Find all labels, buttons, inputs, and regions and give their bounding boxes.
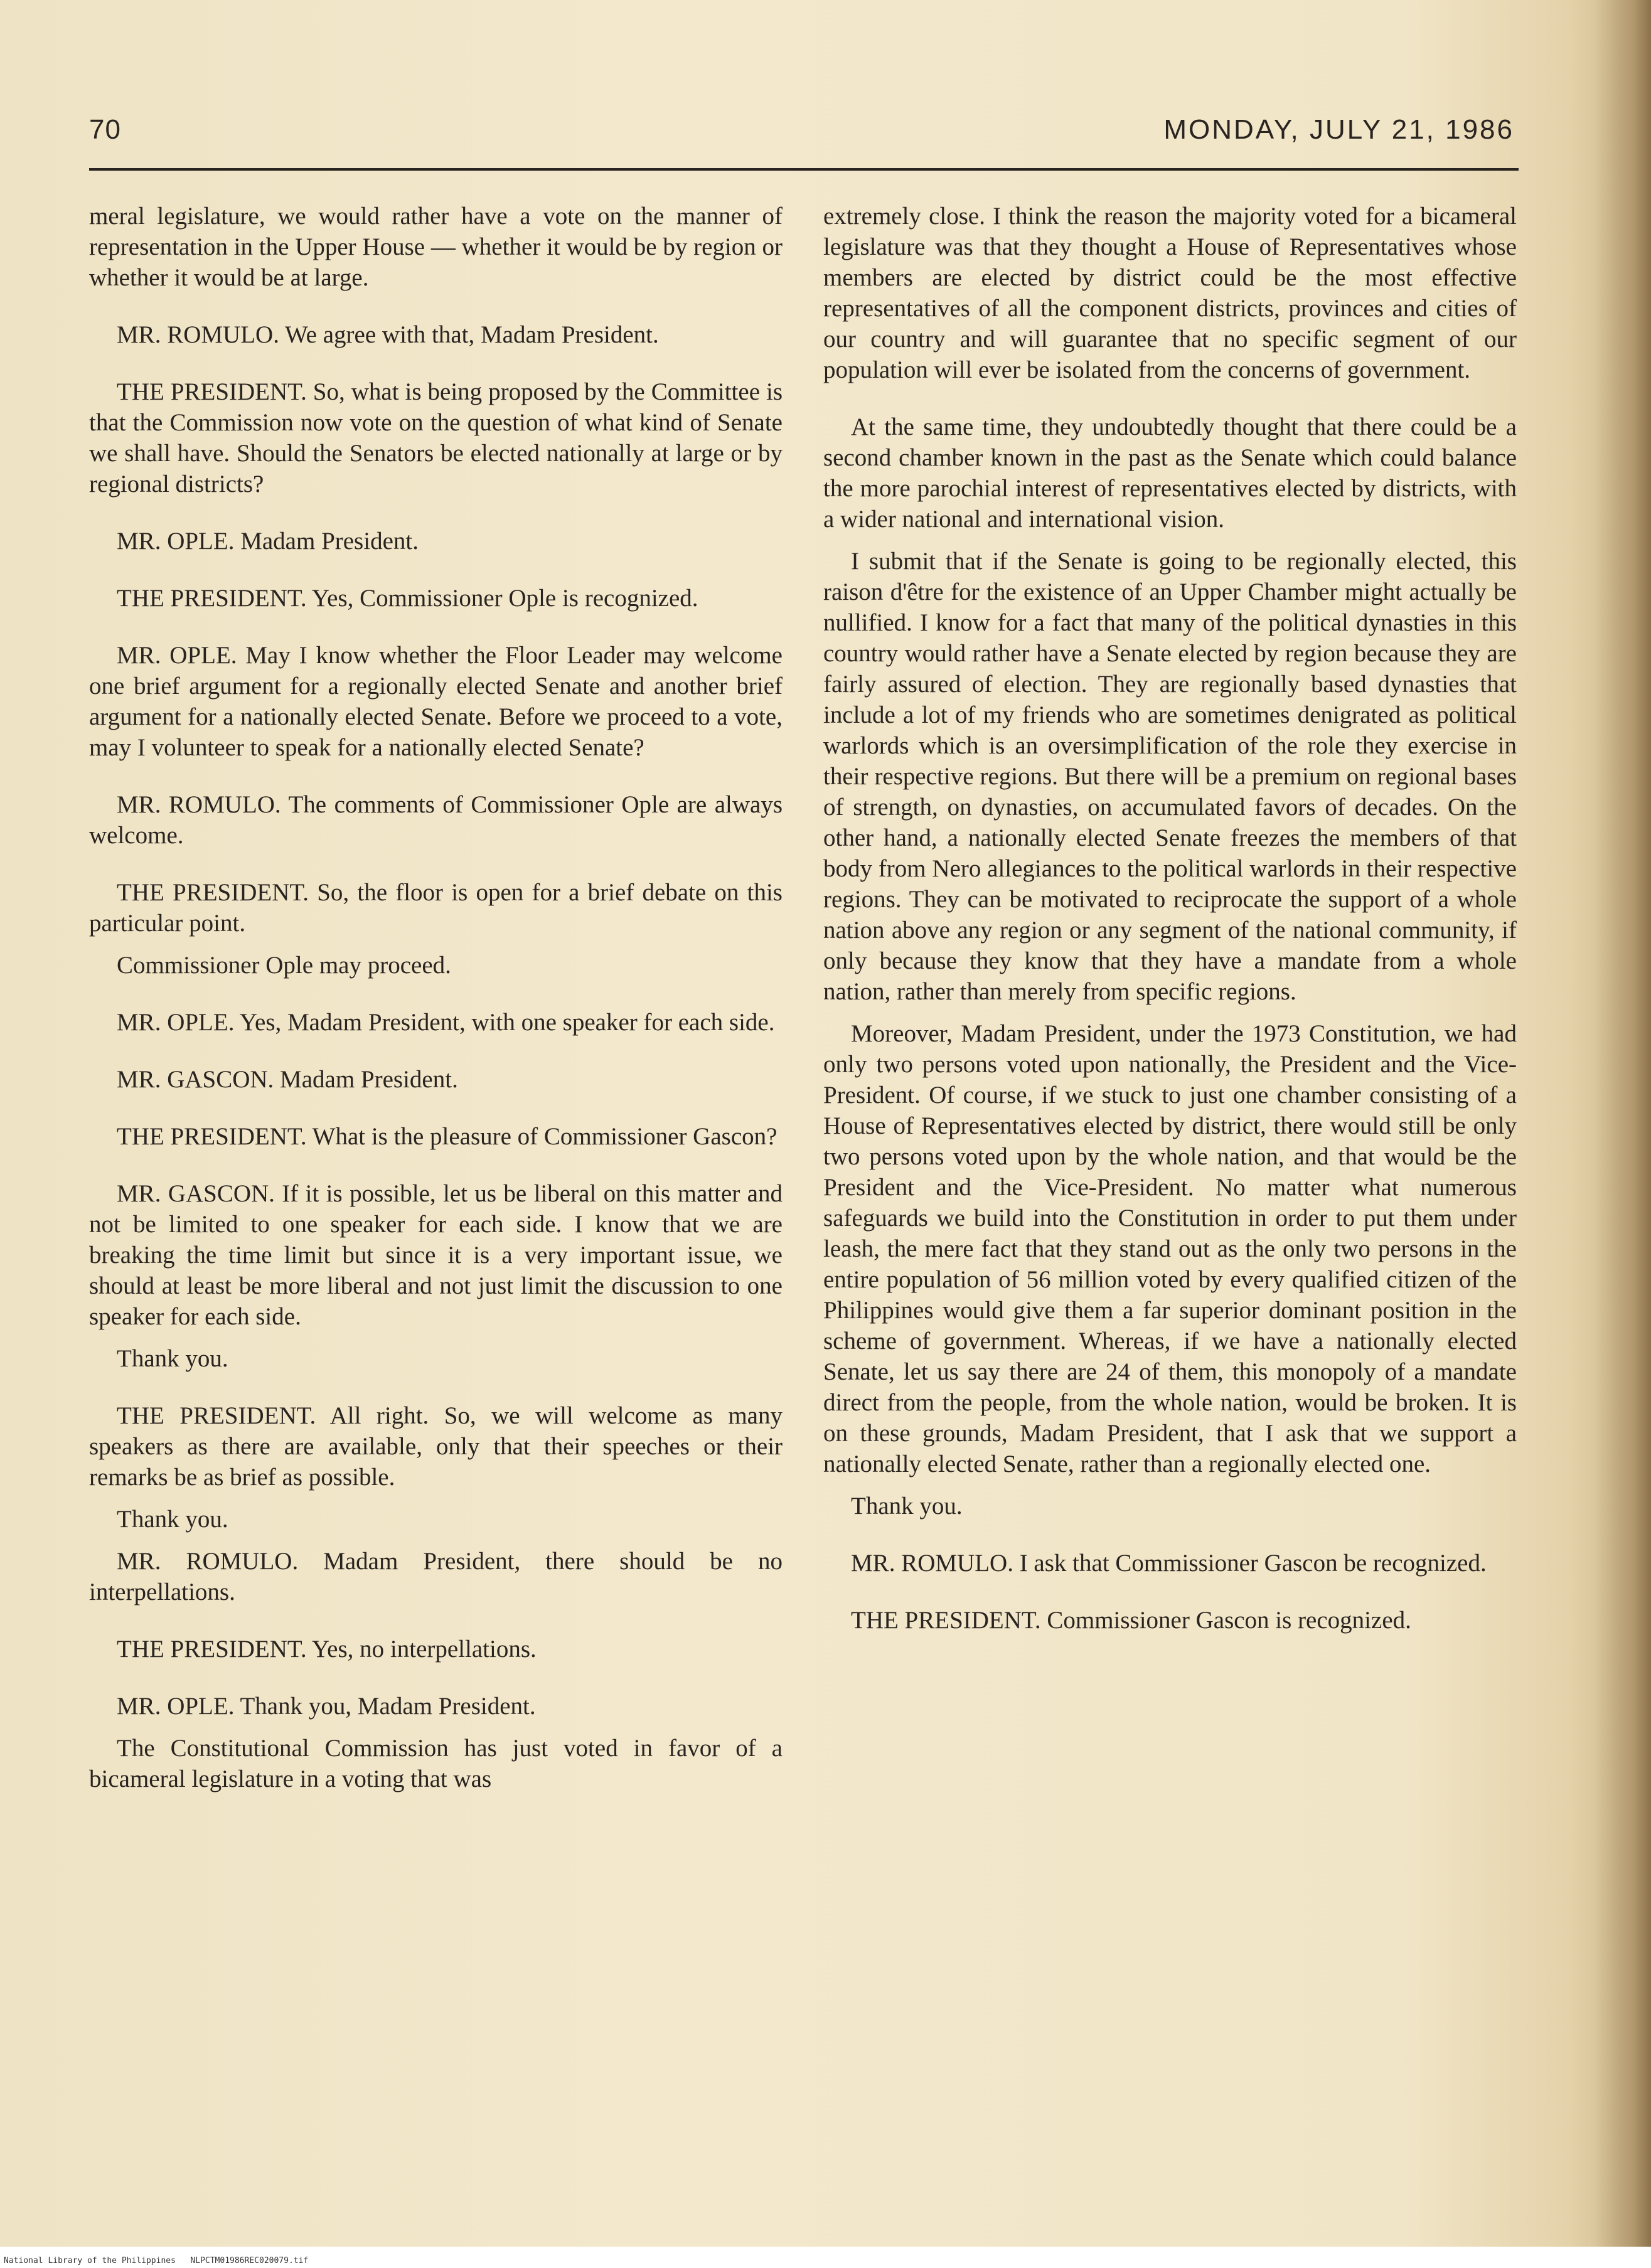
- paragraph: MR. OPLE. May I know whether the Floor Leader may welcome one brief argument for a regionally elected Senate and another brief argument for a nationally elected Senate. Before we proceed to a vote, may I volunteer to speak for a nationally elected Senate?: [89, 642, 783, 761]
- page-number: 70: [89, 114, 121, 145]
- page-edge-shadow: [1595, 0, 1651, 2268]
- paragraph: MR. ROMULO. We agree with that, Madam President.: [117, 321, 659, 348]
- paragraph: I submit that if the Senate is going to be regionally elected, this raison d'être for the existence of an Upper Chamber might actually be nullified. I know for a fact that many of the political dynasties in this country would rather have a Senate elected by region because they are fairly assured of election. They are regionally based dynasties that include a lot of my friends who are sometimes denigrated as political warlords which is an oversimplification of the role they exercise in their respective regions. But there will be a premium on regional bases of strength, on dynasties, on accumulated favors of decades. On the other hand, a nationally elected Senate freezes the members of that body from Nero allegiances to the political warlords in their respective regions. They can be motivated to reciprocate the support of a whole nation above any region or any segment of the national community, if only because they know that they have a mandate from a whole nation, rather than merely from specific regions.: [823, 548, 1517, 1005]
- page-date: MONDAY, JULY 21, 1986: [1163, 114, 1514, 145]
- paragraph: MR. GASCON. If it is possible, let us be liberal on this matter and not be limited to one speaker for each side. I know that we are breaking the time limit but since it is a very important issue, we should at least be more liberal and not just limit the discussion to one speaker for each side.: [89, 1180, 783, 1330]
- paragraph: MR. OPLE. Thank you, Madam President.: [117, 1693, 536, 1720]
- paragraph: MR. OPLE. Madam President.: [117, 528, 419, 555]
- scan-footer: [0, 2247, 1651, 2268]
- paragraph: THE PRESIDENT. So, what is being proposed by the Committee is that the Commission now vote on the question of what kind of Senate we shall have. Should the Senators be elected nationally at large or by regional districts?: [89, 378, 783, 498]
- paragraph: Thank you.: [117, 1345, 228, 1372]
- paragraph: extremely close. I think the reason the majority voted for a bicameral legislature was that they thought a House of Representatives whose members are elected by district could be the most effective representatives of all the component districts, provinces and cities of our country and will guarantee that no specific segment of our population will ever be isolated from the concerns of government.: [823, 203, 1517, 383]
- paragraph: Moreover, Madam President, under the 1973 Constitution, we had only two persons voted upon nationally, the President and the Vice-President. Of course, if we stuck to just one chamber consisting of a House of Representatives elected by district, there would still be only two persons voted upon by the whole nation, and that would be the President and the Vice-President. No matter what numerous safeguards we build into the Constitution in order to put them under leash, the mere fact that they stand out as the only two persons in the entire population of 56 million voted by every qualified citizen of the Philippines would give them a far superior dominant position in the scheme of government. Whereas, if we have a nationally elected Senate, let us say there are 24 of them, this monopoly of a mandate direct from the people, from the whole nation, would be broken. It is on these grounds, Madam President, that I ask that we support a nationally elected Senate, rather than a regionally elected one.: [823, 1020, 1517, 1477]
- paragraph: THE PRESIDENT. Commissioner Gascon is recognized.: [851, 1607, 1411, 1634]
- scan-footer-text: National Library of the Philippines NLPCTM01986REC020079.tif: [4, 2256, 309, 2265]
- paragraph: The Constitutional Commission has just voted in favor of a bicameral legislature in a voting that was: [89, 1735, 783, 1792]
- right-column: [823, 201, 1517, 1662]
- paragraph: THE PRESIDENT. All right. So, we will welcome as many speakers as there are available, only that their speeches or their remarks be as brief as possible.: [89, 1402, 783, 1491]
- paragraph: meral legislature, we would rather have a vote on the manner of representation in the Upper House — whether it would be by region or whether it would be at large.: [89, 203, 783, 291]
- paragraph: At the same time, they undoubtedly thought that there could be a second chamber known in the past as the Senate which could balance the more parochial interest of representatives elected by districts, with a wider national and international vision.: [823, 413, 1517, 533]
- paragraph: MR. ROMULO. Madam President, there should be no interpellations.: [89, 1548, 783, 1605]
- paragraph: THE PRESIDENT. Yes, no interpellations.: [117, 1636, 537, 1663]
- paragraph: MR. GASCON. Madam President.: [117, 1066, 458, 1093]
- left-column: [89, 201, 783, 1821]
- header-rule: [89, 168, 1519, 171]
- paragraph: Thank you.: [117, 1506, 228, 1533]
- paragraph: MR. ROMULO. The comments of Commissioner Ople are always welcome.: [89, 791, 783, 849]
- paragraph: THE PRESIDENT. Yes, Commissioner Ople is recognized.: [117, 585, 698, 612]
- paragraph: MR. ROMULO. I ask that Commissioner Gascon be recognized.: [851, 1550, 1487, 1577]
- paragraph: Commissioner Ople may proceed.: [117, 952, 451, 979]
- paragraph: THE PRESIDENT. What is the pleasure of Commissioner Gascon?: [117, 1123, 777, 1150]
- paragraph: MR. OPLE. Yes, Madam President, with one speaker for each side.: [117, 1009, 775, 1036]
- paragraph: THE PRESIDENT. So, the floor is open for a brief debate on this particular point.: [89, 879, 783, 937]
- paragraph: Thank you.: [851, 1493, 963, 1520]
